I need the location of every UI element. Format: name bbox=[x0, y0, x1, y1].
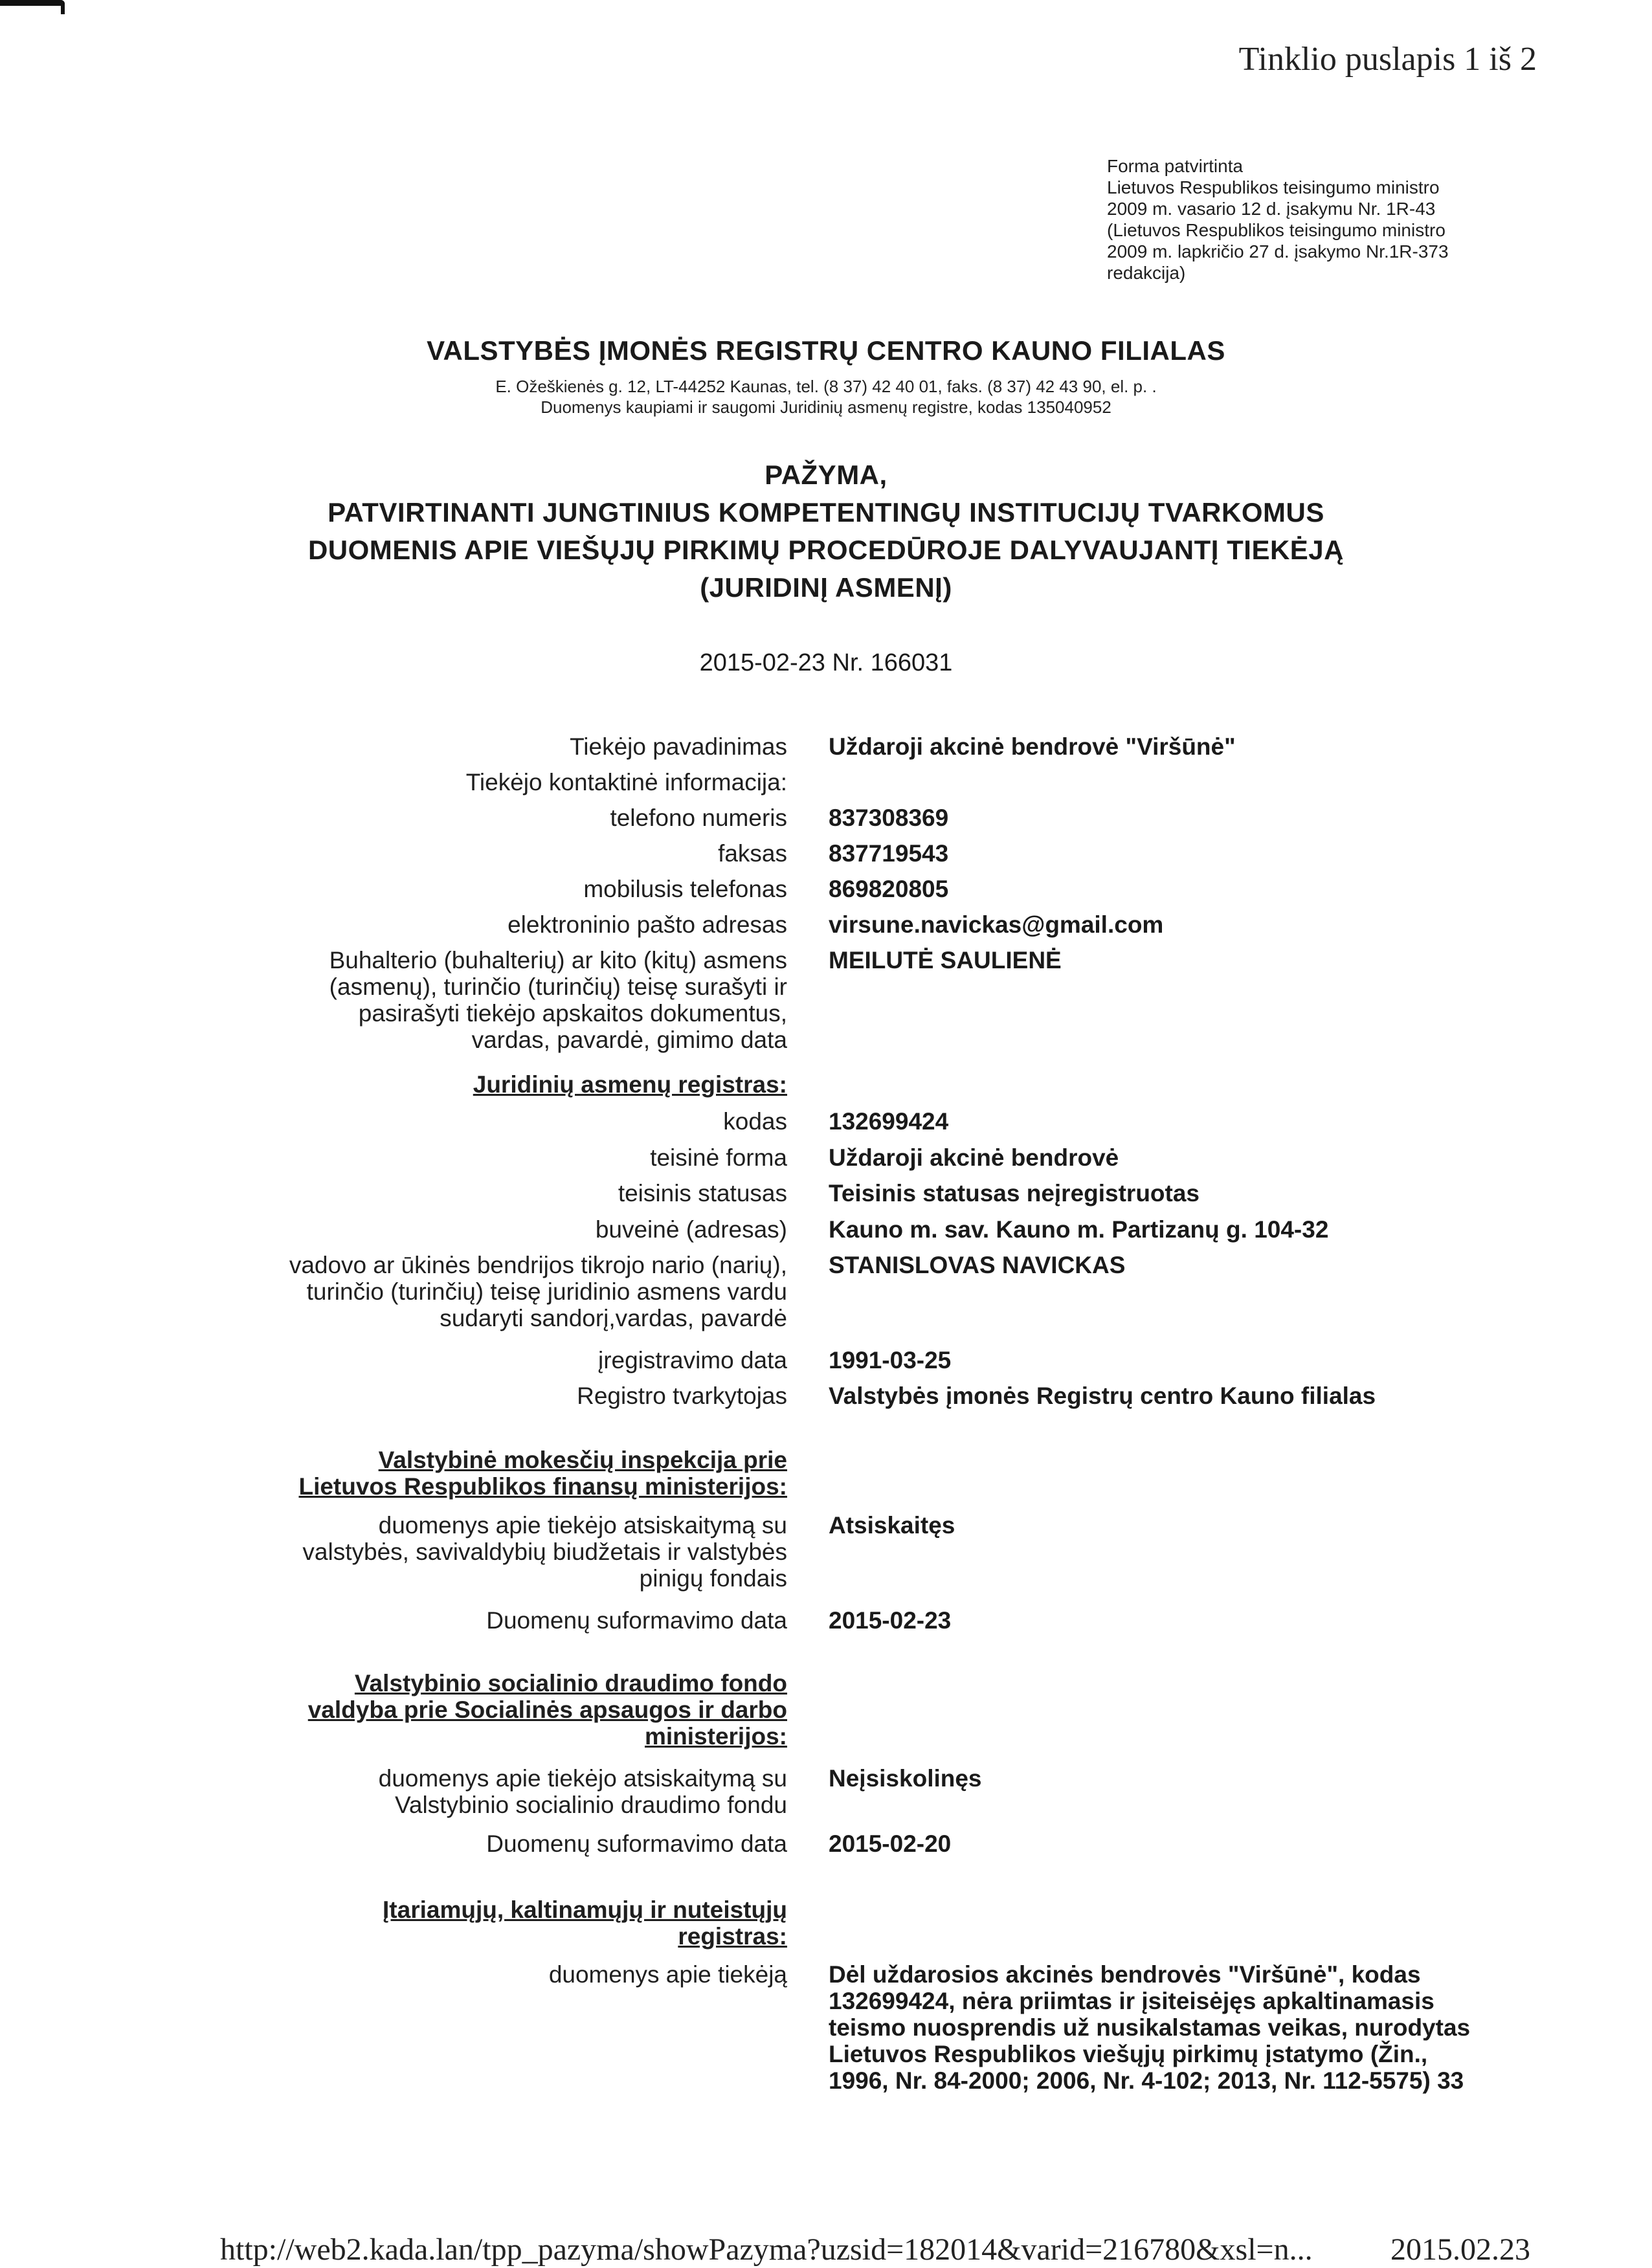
label-line: pinigų fondais bbox=[639, 1565, 787, 1592]
label-line: Valstybinė mokesčių inspekcija prie bbox=[378, 1447, 787, 1473]
label-line: elektroninio pašto adresas bbox=[508, 911, 787, 938]
value-line: 837308369 bbox=[829, 805, 949, 831]
value-line: MEILUTĖ SAULIENĖ bbox=[829, 947, 1062, 973]
field-value bbox=[829, 1765, 982, 1792]
label-line: buveinė (adresas) bbox=[595, 1216, 787, 1243]
label-line: Tiekėjo kontaktinė informacija: bbox=[465, 769, 787, 795]
field-label bbox=[610, 805, 787, 831]
label-line: kodas bbox=[723, 1108, 787, 1135]
field-label bbox=[718, 840, 787, 867]
field-label bbox=[466, 769, 787, 795]
value-line: Neįsiskolinęs bbox=[829, 1765, 982, 1792]
value-line: Teisinis statusas neįregistruotas bbox=[829, 1180, 1200, 1206]
label-line: įregistravimo data bbox=[597, 1347, 787, 1373]
footer-url: http://web2.kada.lan/tpp_pazyma/showPazyma?uzsid=182014&varid=216780&xsl=n... bbox=[220, 2232, 1313, 2267]
section-heading bbox=[308, 1670, 787, 1750]
page-number-header: Tinklio puslapis 1 iš 2 bbox=[1238, 41, 1537, 78]
field-value bbox=[829, 733, 1236, 760]
label-line: teisinis statusas bbox=[618, 1180, 787, 1206]
value-line: 869820805 bbox=[829, 876, 949, 902]
value-line: 2015-02-20 bbox=[829, 1830, 952, 1857]
scan-corner-mark bbox=[0, 0, 65, 14]
label-line: Valstybinio socialinio draudimo fondu bbox=[394, 1792, 787, 1818]
field-value bbox=[829, 1252, 1125, 1278]
field-value bbox=[829, 840, 948, 867]
value-line: STANISLOVAS NAVICKAS bbox=[829, 1252, 1126, 1278]
label-line: duomenys apie tiekėjo atsiskaitymą su bbox=[378, 1512, 787, 1539]
value-line: 2015-02-23 bbox=[829, 1607, 952, 1634]
label-line: valdyba prie Socialinės apsaugos ir darbo bbox=[307, 1696, 787, 1723]
label-line: teisinė forma bbox=[650, 1144, 787, 1171]
organization-registry-note: Duomenys kaupiami ir saugomi Juridinių asmenų registre, kodas 135040952 bbox=[541, 397, 1111, 417]
field-value bbox=[829, 1512, 955, 1539]
document-title-line: PAŽYMA, bbox=[765, 460, 887, 490]
document-title-line: DUOMENIS APIE VIEŠŲJŲ PIRKIMŲ PROCEDŪROJE DALYVAUJANTĮ TIEKĖJĄ bbox=[307, 535, 1345, 565]
field-label bbox=[379, 1765, 787, 1818]
label-line: Duomenų suformavimo data bbox=[486, 1607, 787, 1634]
field-value bbox=[829, 1108, 948, 1135]
value-line: Lietuvos Respublikos viešųjų pirkimų įstatymo (Žin., bbox=[829, 2041, 1428, 2067]
label-line: Duomenų suformavimo data bbox=[486, 1830, 787, 1857]
label-line: Įtariamųjų, kaltinamųjų ir nuteistųjų bbox=[383, 1896, 787, 1923]
field-label bbox=[577, 1383, 787, 1409]
value-line: Dėl uždarosios akcinės bendrovės "Viršūnė", kodas bbox=[829, 1961, 1421, 1988]
label-line: vardas, pavardė, gimimo data bbox=[471, 1027, 787, 1053]
section-heading bbox=[383, 1896, 787, 1950]
field-value bbox=[829, 1347, 951, 1373]
field-label bbox=[596, 1216, 787, 1243]
label-line: ministerijos: bbox=[645, 1723, 787, 1750]
field-label bbox=[486, 1830, 787, 1857]
field-value bbox=[829, 1607, 951, 1634]
value-line: virsune.navickas@gmail.com bbox=[829, 911, 1164, 938]
value-line: Uždaroji akcinė bendrovė "Viršūnė" bbox=[829, 733, 1236, 760]
field-label bbox=[302, 1512, 787, 1592]
document-title bbox=[0, 456, 1652, 606]
field-label bbox=[570, 733, 787, 760]
label-line: (asmenų), turinčio (turinčių) teisę surašyti ir bbox=[329, 973, 787, 1000]
form-note-line: Forma patvirtinta bbox=[1107, 156, 1244, 176]
label-line: mobilusis telefonas bbox=[583, 876, 787, 902]
form-note-line: 2009 m. lapkričio 27 d. įsakymo Nr.1R-373 bbox=[1107, 241, 1449, 261]
field-value bbox=[829, 1144, 1119, 1171]
field-value bbox=[829, 1383, 1376, 1409]
field-label bbox=[486, 1607, 787, 1634]
label-line: valstybės, savivaldybių biudžetais ir valstybės bbox=[302, 1539, 787, 1565]
footer-date: 2015.02.23 bbox=[1390, 2232, 1530, 2267]
field-label bbox=[329, 947, 787, 1053]
value-line: 132699424, nėra priimtas ir įsiteisėjęs apkaltinamasis bbox=[829, 1988, 1434, 2014]
label-line: duomenys apie tiekėją bbox=[548, 1961, 787, 1988]
field-value bbox=[829, 805, 948, 831]
value-line: 132699424 bbox=[829, 1108, 949, 1135]
form-approval-note bbox=[1107, 155, 1449, 284]
form-note-line: 2009 m. vasario 12 d. įsakymu Nr. 1R-43 bbox=[1107, 199, 1436, 219]
label-line: sudaryti sandorį,vardas, pavardė bbox=[440, 1305, 787, 1331]
field-label bbox=[618, 1180, 787, 1206]
form-note-line: Lietuvos Respublikos teisingumo ministro bbox=[1107, 177, 1440, 197]
label-line: duomenys apie tiekėjo atsiskaitymą su bbox=[378, 1765, 787, 1792]
label-line: Tiekėjo pavadinimas bbox=[570, 733, 787, 760]
label-line: Registro tvarkytojas bbox=[577, 1383, 787, 1409]
field-value bbox=[829, 911, 1163, 938]
document-title-line: (JURIDINĮ ASMENĮ) bbox=[700, 572, 952, 603]
section-heading bbox=[298, 1447, 787, 1500]
label-line: turinčio (turinčių) teisę juridinio asmens vardu bbox=[306, 1278, 787, 1305]
label-line: vadovo ar ūkinės bendrijos tikrojo nario (narių), bbox=[289, 1252, 787, 1278]
field-value bbox=[829, 947, 1062, 973]
field-label bbox=[598, 1347, 787, 1373]
label-line: Valstybinio socialinio draudimo fondo bbox=[354, 1670, 787, 1696]
value-line: Kauno m. sav. Kauno m. Partizanų g. 104-32 bbox=[829, 1216, 1329, 1243]
form-note-line: redakcija) bbox=[1107, 263, 1186, 283]
value-line: 837719543 bbox=[829, 840, 949, 867]
organization-name: VALSTYBĖS ĮMONĖS REGISTRŲ CENTRO KAUNO FILIALAS bbox=[427, 335, 1225, 366]
value-line: Atsiskaitęs bbox=[829, 1512, 955, 1539]
value-line: Uždaroji akcinė bendrovė bbox=[829, 1144, 1119, 1171]
field-label bbox=[650, 1144, 787, 1171]
field-value bbox=[829, 1830, 951, 1857]
label-line: telefono numeris bbox=[610, 805, 787, 831]
label-line: registras: bbox=[678, 1923, 787, 1950]
label-line: Buhalterio (buhalterių) ar kito (kitų) asmens bbox=[329, 947, 787, 973]
field-label bbox=[508, 911, 787, 938]
document-title-line: PATVIRTINANTI JUNGTINIUS KOMPETENTINGŲ INSTITUCIJŲ TVARKOMUS bbox=[328, 497, 1324, 528]
value-line: Valstybės įmonės Registrų centro Kauno filialas bbox=[829, 1383, 1376, 1409]
label-line: Lietuvos Respublikos finansų ministerijos: bbox=[298, 1473, 787, 1500]
organization-address: E. Ožeškienės g. 12, LT-44252 Kaunas, tel. (8 37) 42 40 01, faks. (8 37) 42 43 90, el. p. . bbox=[495, 377, 1157, 396]
label-line: pasirašyti tiekėjo apskaitos dokumentus, bbox=[358, 1000, 787, 1027]
value-line: teismo nuosprendis už nusikalstamas veikas, nurodytas bbox=[829, 2014, 1471, 2041]
document-date-number: 2015-02-23 Nr. 166031 bbox=[699, 649, 953, 676]
field-label bbox=[583, 876, 787, 902]
value-line: 1996, Nr. 84-2000; 2006, Nr. 4-102; 2013, Nr. 112-5575) 33 bbox=[829, 2067, 1464, 2094]
section-heading bbox=[473, 1071, 787, 1098]
field-label bbox=[289, 1252, 787, 1331]
label-line: Juridinių asmenų registras: bbox=[473, 1071, 787, 1098]
value-line: 1991-03-25 bbox=[829, 1347, 952, 1373]
form-note-line: (Lietuvos Respublikos teisingumo ministro bbox=[1107, 220, 1446, 240]
field-label bbox=[549, 1961, 787, 1988]
field-value bbox=[829, 1180, 1200, 1206]
field-value bbox=[829, 1961, 1470, 2094]
field-label bbox=[723, 1108, 787, 1135]
field-value bbox=[829, 876, 948, 902]
field-value bbox=[829, 1216, 1328, 1243]
label-line: faksas bbox=[718, 840, 787, 867]
